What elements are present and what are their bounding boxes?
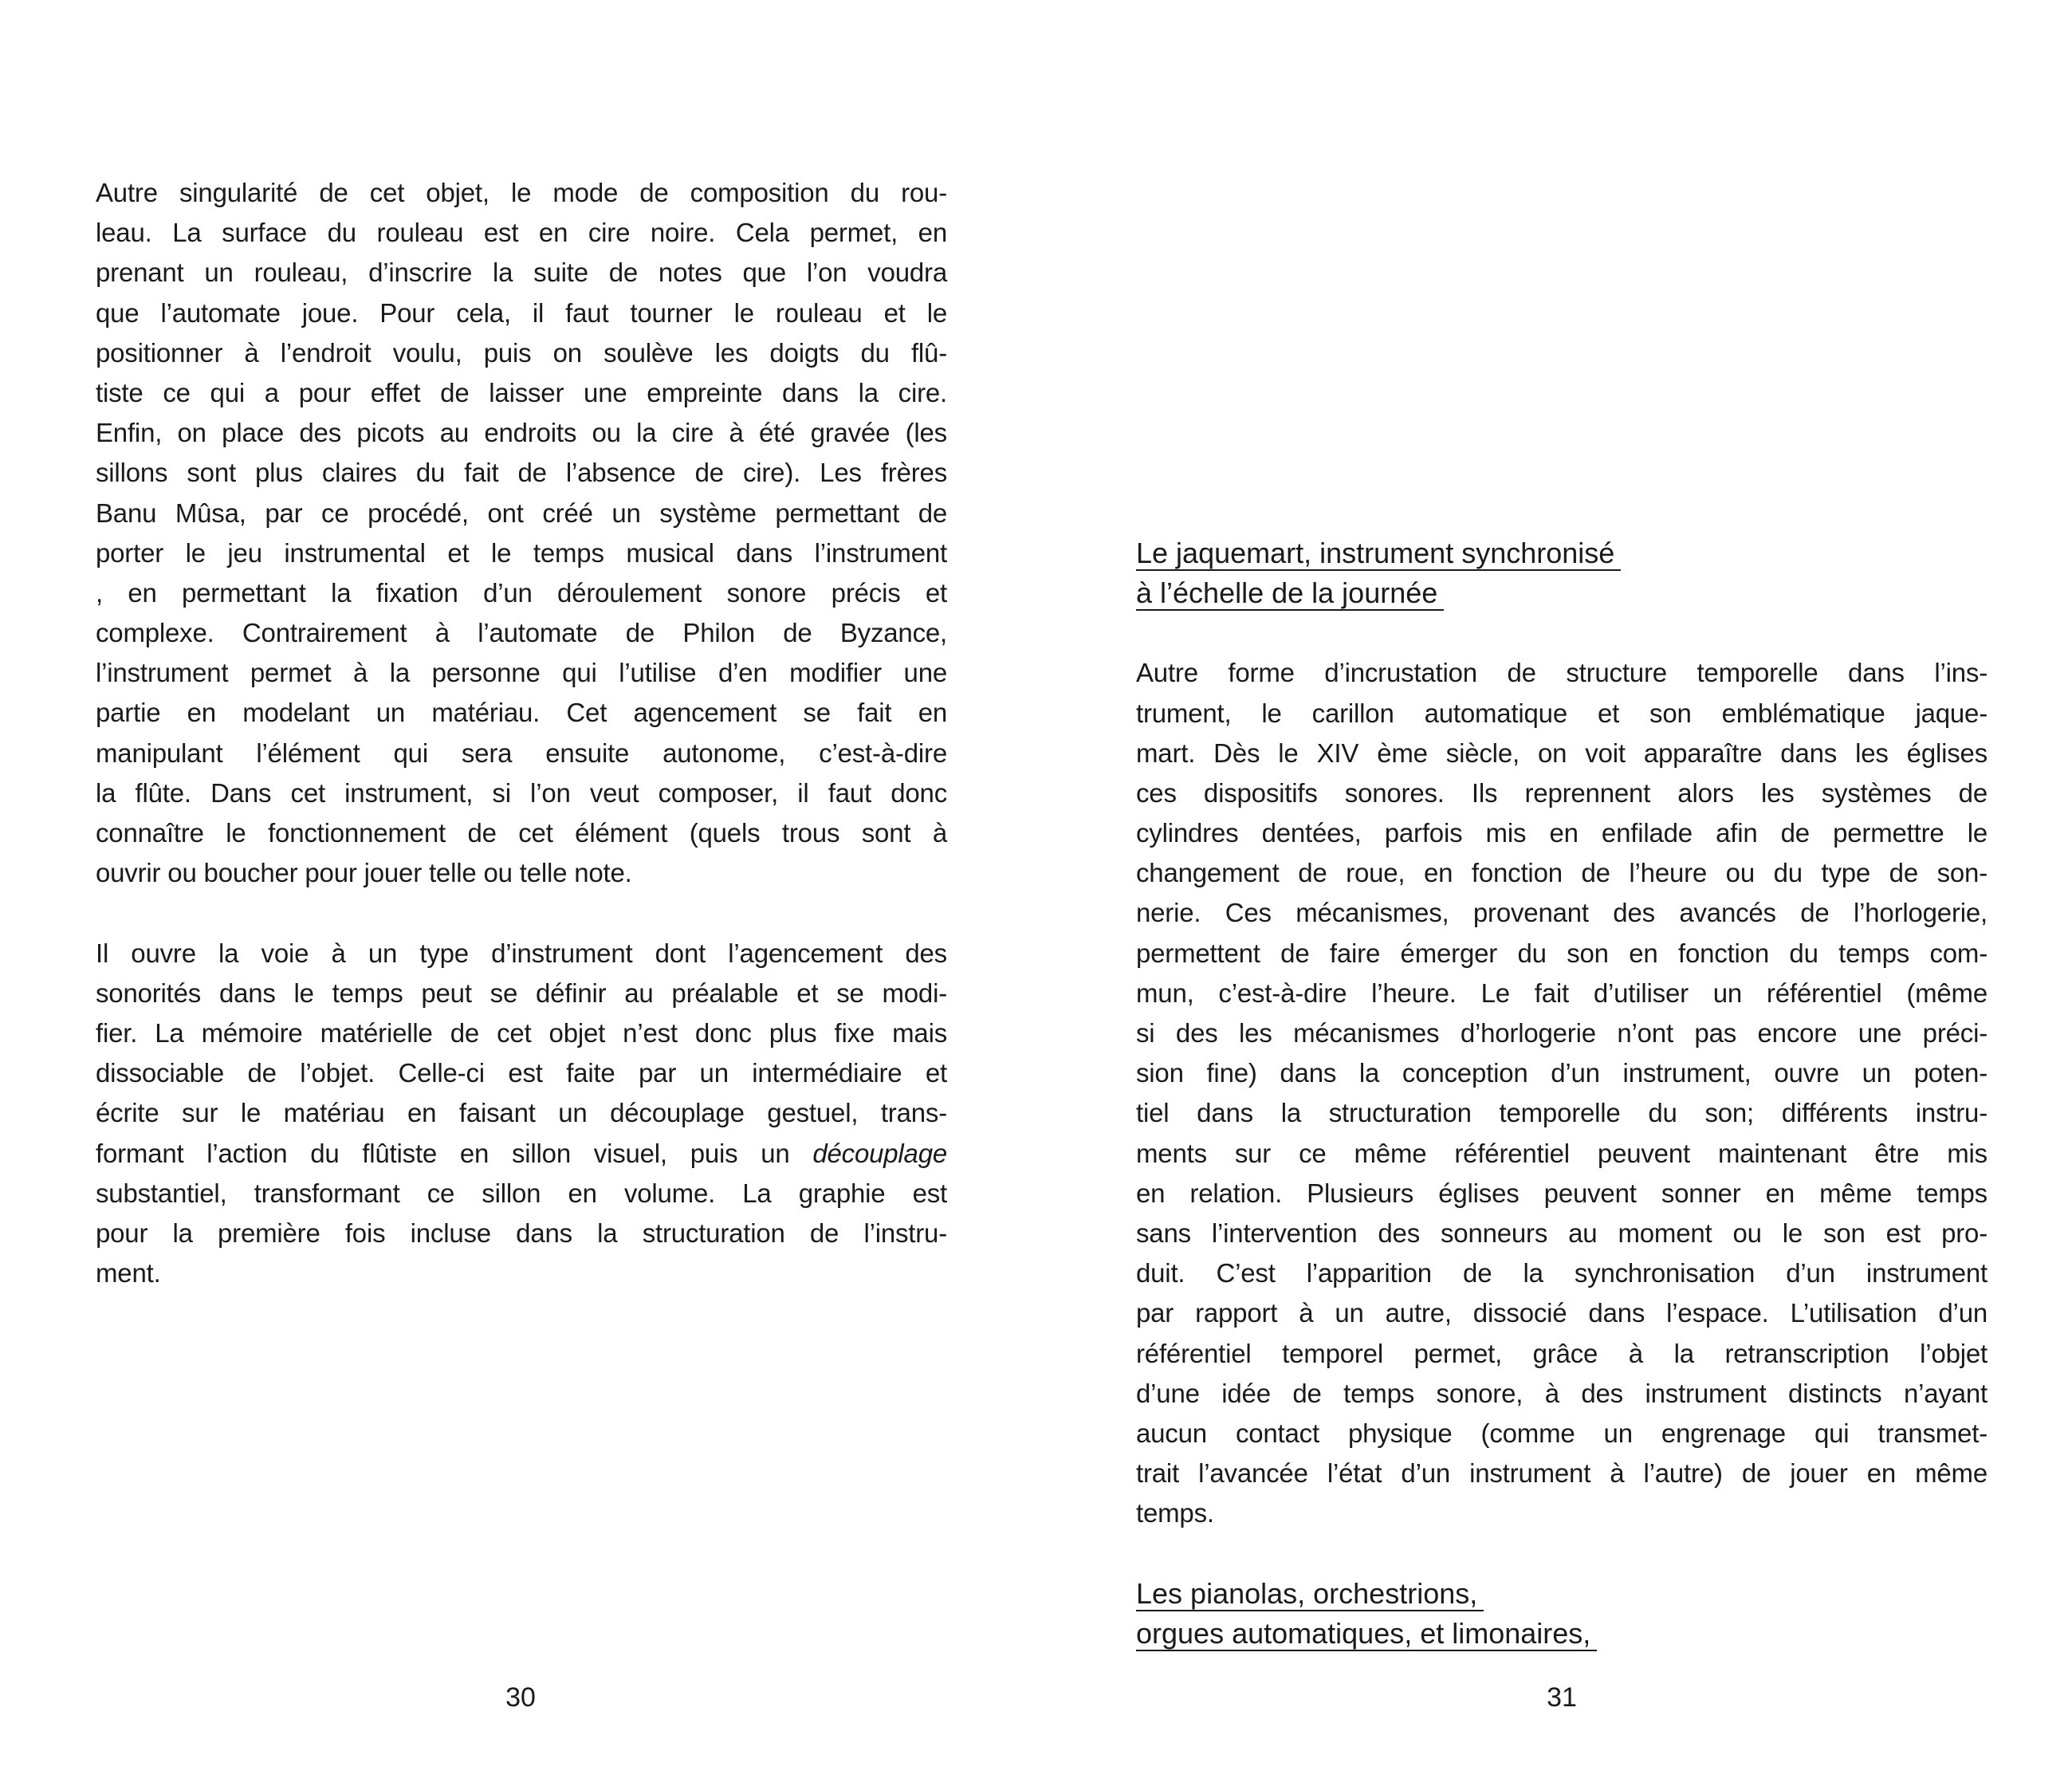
text-line-content: porter le jeu instrumental et le temps musical dans l’instrument <box>96 537 947 568</box>
text-line-content: que l’automate joue. Pour cela, il faut tourner le rouleau et le <box>96 297 947 328</box>
text-line-content: si des les mécanismes d’horlogerie n’ont pas encore une préci- <box>1136 1018 1987 1048</box>
text-line-content: d’une idée de temps sonore, à des instrument distincts n’ayant <box>1136 1378 1987 1408</box>
text-line-content: aucun contact physique (comme un engrenage qui transmet- <box>1136 1418 1987 1448</box>
text-line <box>96 1093 947 1133</box>
heading-line: Le jaquemart, instrument synchronisé <box>1136 537 1621 571</box>
text-line <box>96 613 947 653</box>
text-line <box>1136 1334 1987 1374</box>
left-page-text <box>96 173 947 1293</box>
text-line-content: mun, c’est-à-dire l’heure. Le fait d’utiliser un référentiel (même <box>1136 978 1987 1008</box>
page-number-right: 31 <box>1547 1682 1577 1713</box>
text-line-content: ces dispositifs sonores. Ils reprennent alors les systèmes de <box>1136 777 1987 808</box>
text-line <box>1136 773 1987 813</box>
text-line-content: par rapport à un autre, dissocié dans l’espace. L’utilisation d’un <box>1136 1298 1987 1328</box>
text-line-content: pour la première fois incluse dans la structuration de l’instru- <box>96 1218 947 1248</box>
text-line <box>96 853 947 893</box>
text-line <box>96 1134 947 1174</box>
text-line-content: substantiel, transformant ce sillon en volume. La graphie est <box>96 1178 947 1208</box>
text-line-content: en relation. Plusieurs églises peuvent sonner en même temps <box>1136 1178 1987 1208</box>
text-line <box>96 813 947 853</box>
text-line <box>1136 1053 1987 1093</box>
text-line <box>1136 1414 1987 1454</box>
text-line-content: manipulant l’élément qui sera ensuite autonome, c’est-à-dire <box>96 738 947 768</box>
text-line-content: , en permettant la fixation d’un déroulement sonore précis et <box>96 577 947 608</box>
text-line <box>1136 653 1987 693</box>
text-line-content: partie en modelant un matériau. Cet agencement se fait en <box>96 698 947 728</box>
text-line <box>1136 1374 1987 1414</box>
text-line-content: mart. Dès le XIV ème siècle, on voit apparaître dans les églises <box>1136 738 1987 768</box>
section-heading-pianolas <box>1136 1574 1987 1654</box>
text-line-content: temps. <box>1136 1498 1214 1528</box>
text-line <box>96 573 947 613</box>
text-line <box>1136 1293 1987 1333</box>
text-line-content: changement de roue, en fonction de l’heure ou du type de son- <box>1136 858 1987 888</box>
paragraph-1 <box>96 173 947 893</box>
text-line-content: tiste ce qui a pour effet de laisser une empreinte dans la cire. <box>96 377 947 407</box>
text-line-content: sonorités dans le temps peut se définir au préalable et se modi- <box>96 978 947 1008</box>
text-line-content: cylindres dentées, parfois mis en enfilade afin de permettre le <box>1136 818 1987 848</box>
text-line <box>96 373 947 413</box>
text-line <box>1136 934 1987 974</box>
italic-word: découplage <box>812 1138 947 1168</box>
text-line <box>1136 1214 1987 1253</box>
text-line <box>96 734 947 773</box>
heading-line: Les pianolas, orchestrions, <box>1136 1578 1484 1611</box>
text-line-content: leau. La surface du rouleau est en cire noire. Cela permet, en <box>96 218 947 248</box>
text-line <box>96 934 947 974</box>
text-line-content: complexe. Contrairement à l’automate de Philon de Byzance, <box>96 618 947 648</box>
text-line <box>1136 1493 1987 1533</box>
text-line <box>96 773 947 813</box>
text-line <box>96 293 947 333</box>
text-line <box>96 1174 947 1214</box>
text-line-content: sillons sont plus claires du fait de l’absence de cire). Les frères <box>96 458 947 488</box>
page-number-left: 30 <box>505 1682 536 1713</box>
text-line-content: ment. <box>96 1258 161 1288</box>
text-line <box>96 453 947 493</box>
text-line-content: référentiel temporel permet, grâce à la retranscription l’objet <box>1136 1338 1987 1368</box>
text-line-content: sans l’intervention des sonneurs au moment ou le son est pro- <box>1136 1218 1987 1248</box>
text-line <box>1136 694 1987 734</box>
text-line <box>1136 1253 1987 1293</box>
text-line <box>1136 1174 1987 1214</box>
text-line-content: ments sur ce même référentiel peuvent maintenant être mis <box>1136 1138 1987 1168</box>
text-line <box>96 653 947 693</box>
text-line <box>1136 1013 1987 1053</box>
heading-line: à l’échelle de la journée <box>1136 577 1444 611</box>
text-line <box>96 253 947 293</box>
text-line-content: nerie. Ces mécanismes, provenant des avancés de l’horlogerie, <box>1136 898 1987 928</box>
heading-line: orgues automatiques, et limonaires, <box>1136 1618 1597 1651</box>
text-line-content: connaître le fonctionnement de cet élément (quels trous sont à <box>96 818 947 848</box>
text-line <box>96 1253 947 1293</box>
text-line <box>96 213 947 253</box>
text-line-content: permettent de faire émerger du son en fonction du temps com- <box>1136 938 1987 968</box>
paragraph-2 <box>96 934 947 1294</box>
text-line-content: l’instrument permet à la personne qui l’utilise d’en modifier une <box>96 658 947 688</box>
text-line <box>96 494 947 533</box>
text-line-content: sion fine) dans la conception d’un instrument, ouvre un poten- <box>1136 1058 1987 1088</box>
text-line <box>1136 734 1987 773</box>
text-line <box>1136 1093 1987 1133</box>
text-line <box>1136 893 1987 933</box>
text-line <box>96 693 947 733</box>
text-line <box>1136 853 1987 893</box>
text-line <box>96 1013 947 1053</box>
section-heading-jaquemart <box>1136 533 1987 613</box>
text-line-content: écrite sur le matériau en faisant un découplage gestuel, trans- <box>96 1098 947 1128</box>
text-line-content: trument, le carillon automatique et son emblématique jaque- <box>1136 698 1987 728</box>
text-line-content: tiel dans la structuration temporelle du son; différents instru- <box>1136 1098 1987 1128</box>
text-line-content: Autre forme d’incrustation de structure temporelle dans l’ins- <box>1136 658 1987 688</box>
text-line-content: trait l’avancée l’état d’un instrument à l’autre) de jouer en même <box>1136 1458 1987 1489</box>
text-line-content: Autre singularité de cet objet, le mode de composition du rou- <box>96 178 947 207</box>
text-line-content: Enfin, on place des picots au endroits ou la cire à été gravée (les <box>96 418 947 448</box>
text-line-content: formant l’action du flûtiste en sillon visuel, puis un <box>96 1138 813 1168</box>
text-line <box>96 333 947 373</box>
text-line <box>1136 1134 1987 1174</box>
text-line-content: duit. C’est l’apparition de la synchronisation d’un instrument <box>1136 1258 1987 1288</box>
text-line <box>96 1053 947 1093</box>
text-line <box>96 413 947 453</box>
text-line <box>96 1214 947 1253</box>
text-line-content: Banu Mûsa, par ce procédé, ont créé un système permettant de <box>96 498 947 528</box>
paragraph-jaquemart <box>1136 653 1987 1533</box>
text-line-content: Il ouvre la voie à un type d’instrument dont l’agencement des <box>96 938 947 968</box>
text-line-content: dissociable de l’objet. Celle-ci est faite par un intermédiaire et <box>96 1058 947 1088</box>
text-line <box>1136 813 1987 853</box>
text-line <box>96 533 947 573</box>
text-line-content: ouvrir ou boucher pour jouer telle ou telle note. <box>96 858 632 888</box>
text-line-content: prenant un rouleau, d’inscrire la suite de notes que l’on voudra <box>96 258 947 288</box>
text-line-content: la flûte. Dans cet instrument, si l’on veut composer, il faut donc <box>96 777 947 808</box>
text-line <box>1136 1454 1987 1493</box>
text-line-content: positionner à l’endroit voulu, puis on soulève les doigts du flû- <box>96 337 947 368</box>
text-line <box>96 173 947 213</box>
text-line-content: fier. La mémoire matérielle de cet objet n’est donc plus fixe mais <box>96 1017 947 1048</box>
text-line <box>96 974 947 1013</box>
text-line <box>1136 974 1987 1013</box>
right-page-text <box>1136 173 1987 1654</box>
